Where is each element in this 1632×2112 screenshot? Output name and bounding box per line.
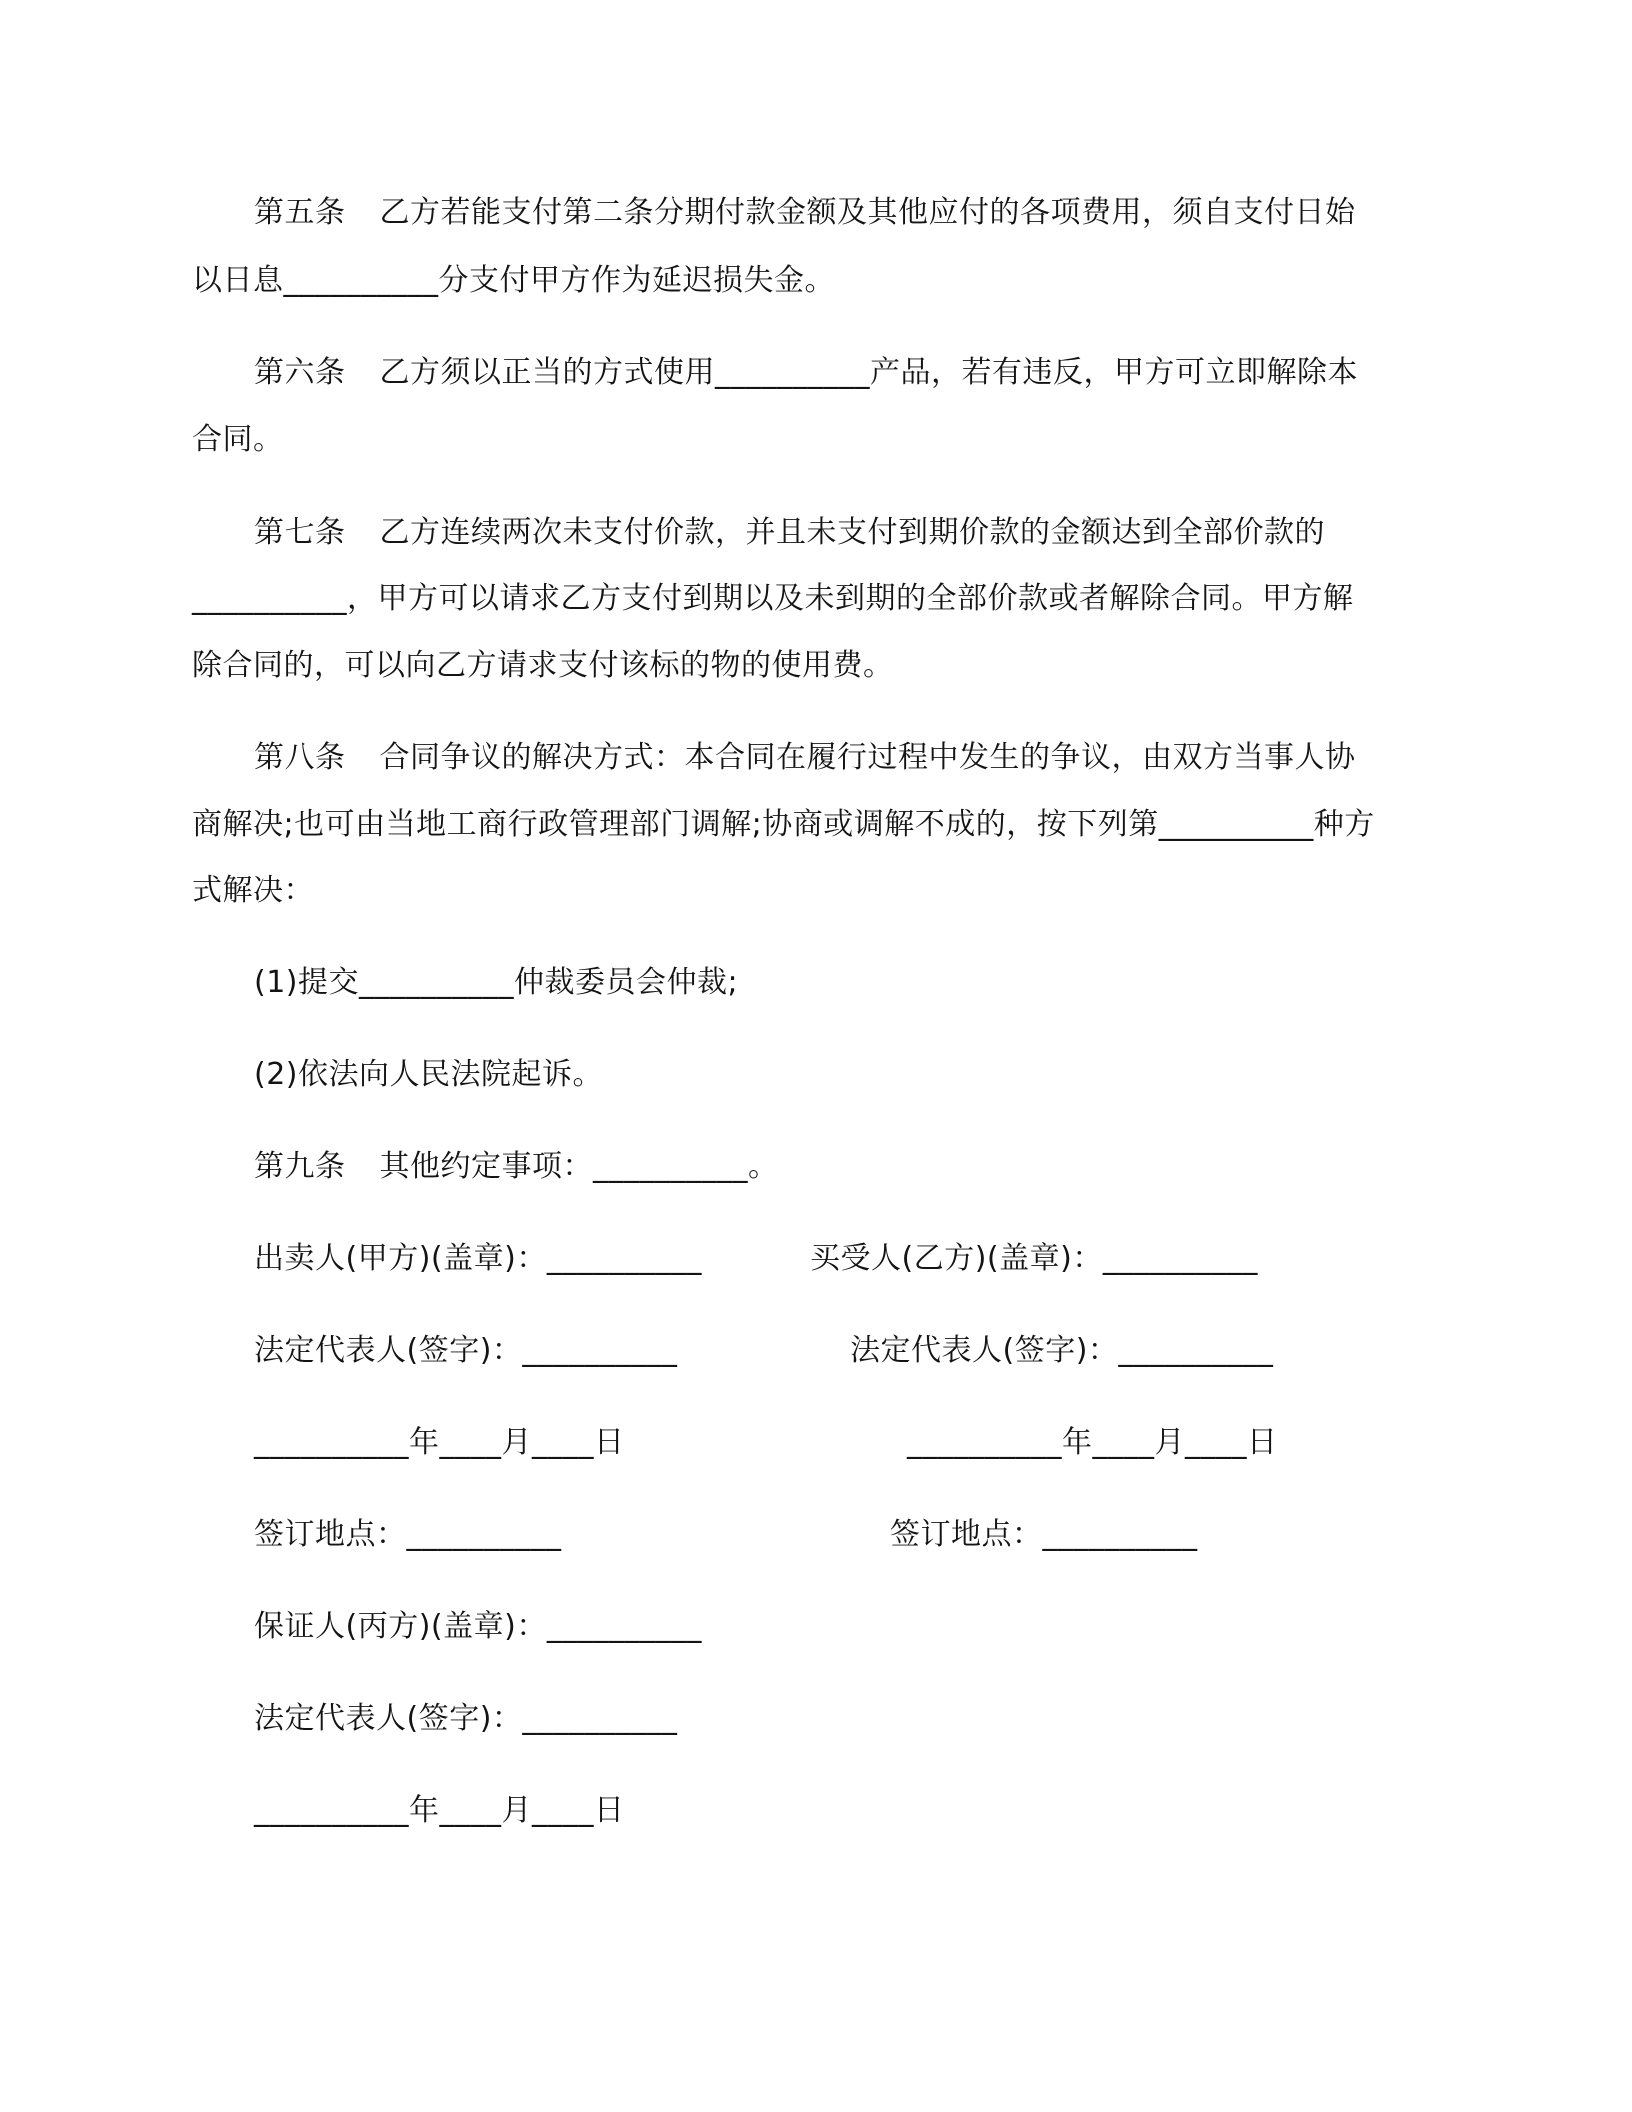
article-7-line-3: 除合同的，可以向乙方请求支付该标的物的使用费。: [192, 648, 894, 683]
buyer-place-line: 签订地点：__________: [890, 1517, 1198, 1552]
article-5-line-1: [254, 193, 1356, 233]
article-9-label: 第九条: [254, 1149, 346, 1184]
article-8-option-2: (2)依法向人民法院起诉。: [254, 1057, 603, 1092]
article-8-option-1: (1)提交__________仲裁委员会仲裁;: [254, 965, 739, 1000]
buyer-rep-line: 法定代表人(签字)：__________: [850, 1333, 1274, 1368]
article-9-line: [254, 1147, 779, 1187]
article-5-line-2: 以日息__________分支付甲方作为延迟损失金。: [192, 263, 835, 298]
article-8-label: 第八条: [254, 740, 346, 775]
article-6-line-1: [254, 353, 1358, 393]
article-7-label: 第七条: [254, 515, 346, 550]
article-7-line-2: __________，甲方可以请求乙方支付到期以及未到期的全部价款或者解除合同。甲方解: [192, 581, 1354, 616]
guarantor-date-line: __________年____月____日: [254, 1793, 625, 1828]
article-8-line-3: 式解决：: [192, 873, 314, 908]
article-8-line-1: [254, 738, 1356, 778]
article-6-line-2: 合同。: [192, 422, 284, 457]
article-5-label: 第五条: [254, 195, 346, 230]
article-9-text: 其他约定事项：__________。: [379, 1149, 779, 1184]
seller-seal-line: 出卖人(甲方)(盖章)：__________: [254, 1241, 702, 1276]
buyer-seal-line: 买受人(乙方)(盖章)：__________: [810, 1241, 1258, 1276]
seller-rep-line: 法定代表人(签字)：__________: [254, 1333, 678, 1368]
article-8-text-1: 合同争议的解决方式：本合同在履行过程中发生的争议，由双方当事人协: [379, 740, 1356, 775]
guarantor-rep-line: 法定代表人(签字)：__________: [254, 1701, 678, 1736]
article-7-text-1: 乙方连续两次未支付价款，并且未支付到期价款的金额达到全部价款的: [379, 515, 1325, 550]
guarantor-seal-line: 保证人(丙方)(盖章)：__________: [254, 1609, 702, 1644]
seller-place-line: 签订地点：__________: [254, 1517, 562, 1552]
article-6-text-1: 乙方须以正当的方式使用__________产品，若有违反，甲方可立即解除本: [379, 355, 1358, 390]
article-8-line-2: 商解决;也可由当地工商行政管理部门调解;协商或调解不成的，按下列第__________种方: [192, 807, 1375, 842]
article-5-text-1: 乙方若能支付第二条分期付款金额及其他应付的各项费用，须自支付日始: [379, 195, 1356, 230]
buyer-date-line: __________年____月____日: [907, 1425, 1278, 1460]
article-6-label: 第六条: [254, 355, 346, 390]
seller-date-line: __________年____月____日: [254, 1425, 625, 1460]
article-7-line-1: [254, 513, 1325, 553]
